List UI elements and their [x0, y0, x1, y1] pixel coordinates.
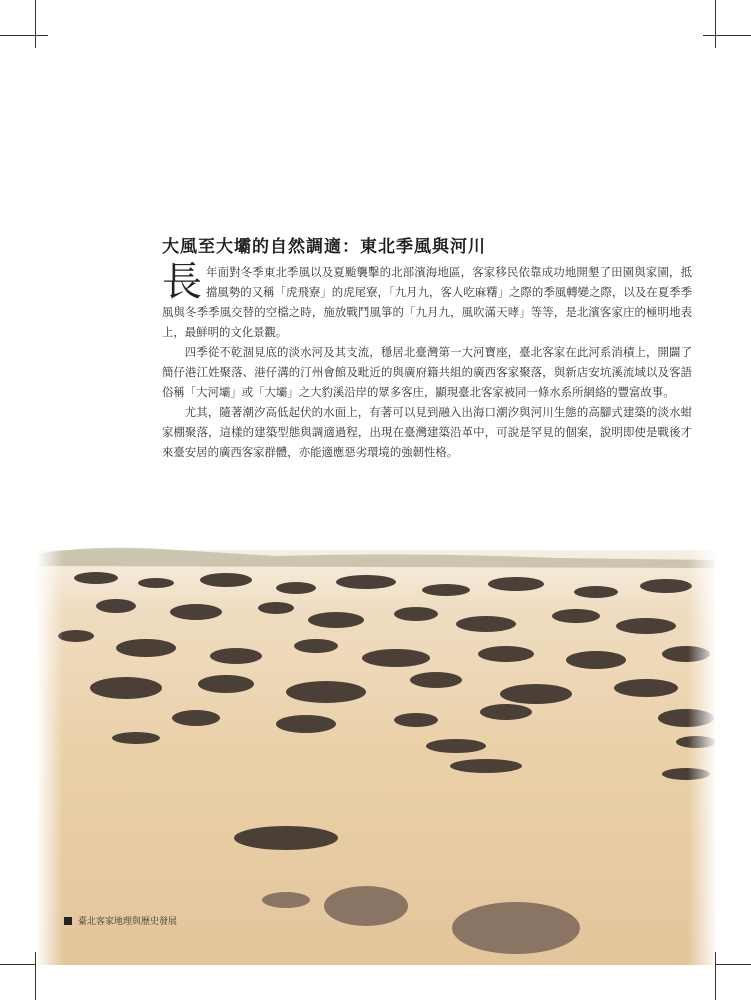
footer-square-icon [64, 917, 72, 925]
crop-mark [703, 35, 751, 36]
page-footer [64, 914, 177, 927]
beach-rocks-photo [36, 508, 715, 965]
paragraph-1 [162, 259, 692, 342]
crop-mark [715, 952, 716, 1000]
article-body [162, 259, 692, 462]
footer-text: 臺北客家地理與歷史發展 [78, 917, 178, 927]
crop-mark [35, 0, 36, 48]
paragraph-3: 尤其，隨著潮汐高低起伏的水面上，有著可以見到融入出海口潮汐與河川生態的高腳式建築的淡水蚶家棚聚落，這樣的建築型態與調適過程，出現在臺灣建築沿革中，可說是罕見的個案，說明即使是戰後才來臺安居的廣西客家群體，亦能適應惡劣環境的強韌性格。 [162, 405, 692, 459]
paragraph-1-text: 年面對冬季東北季風以及夏颱襲擊的北部濱海地區，客家移民依靠成功地開墾了田園與家園，抵擋風勢的又稱「虎飛寮」的虎尾寮，「九月九，客人吃麻糬」之際的季風轉變之際，以及在夏季季風與冬季季風交替的空檔之時，施放戰鬥風箏的「九月九，風吹滿天哮」等等，是北濱客家庄的極明地表上，最鮮明的文化景觀。 [162, 265, 692, 339]
crop-mark [715, 0, 716, 48]
paragraph-2: 四季從不乾涸見底的淡水河及其支流，穩居北臺灣第一大河寶座，臺北客家在此河系消積上，開闢了簡仔港江姓聚落、港仔溝的汀州會館及毗近的與廣府籍共組的廣西客家聚落，與新店安坑溪流域以及客語俗稱「大河壩」或「大壩」之大豹溪沿岸的眾多客庄，顯現臺北客家被同一條水系所網絡的豐富故事。 [162, 345, 692, 399]
article-title: 大風至大壩的自然調適：東北季風與河川 [162, 237, 486, 257]
crop-mark [0, 35, 48, 36]
drop-cap: 長 [162, 259, 202, 305]
